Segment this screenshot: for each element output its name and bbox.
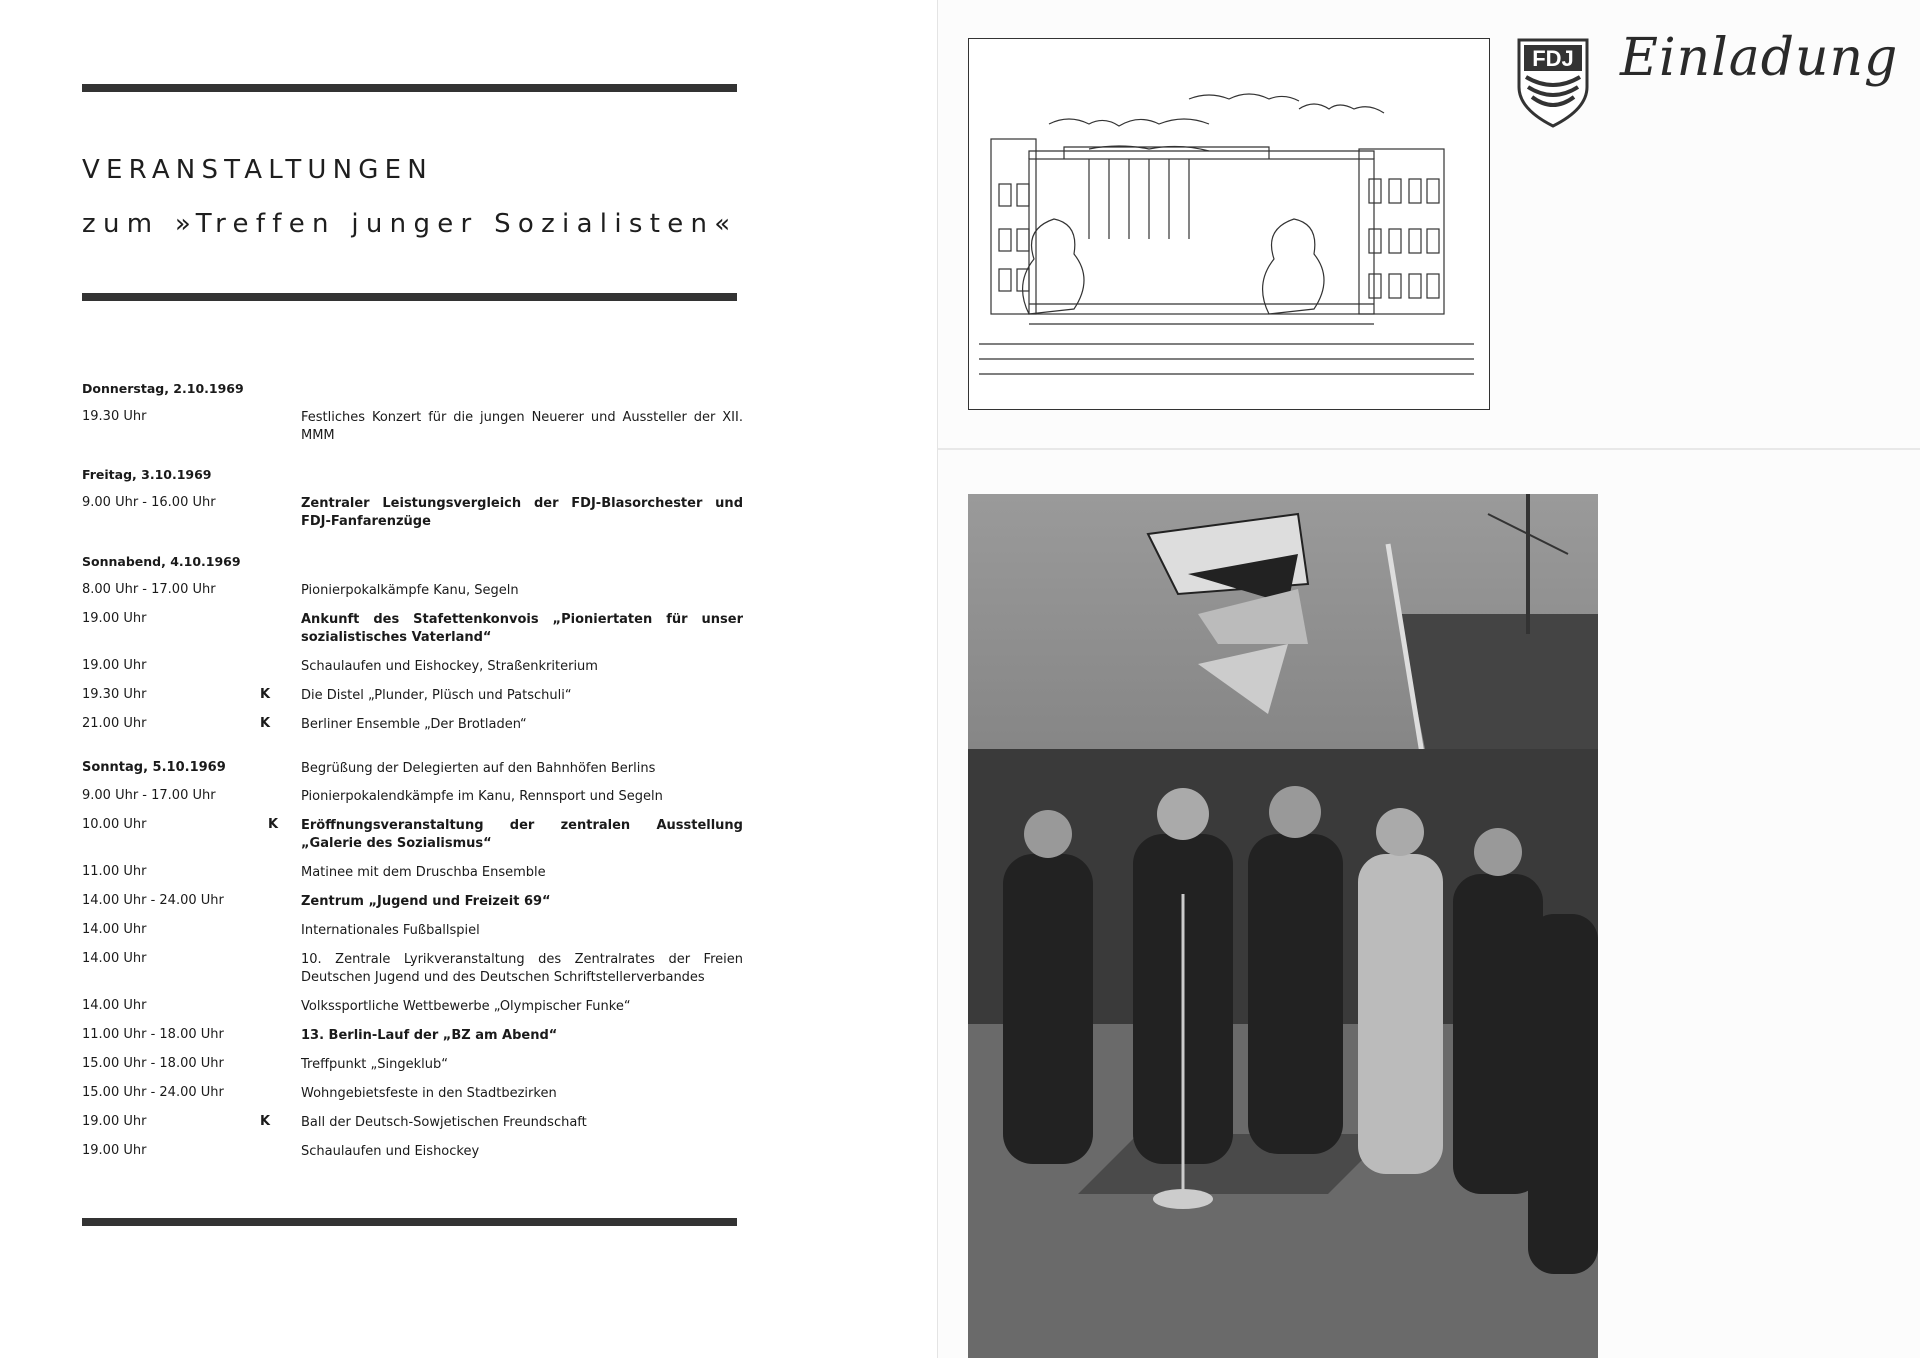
fdj-emblem-icon	[1516, 37, 1590, 129]
day-label-sonntag: Sonntag, 5.10.1969	[82, 760, 226, 775]
culture-marker: K	[260, 716, 271, 731]
page-title: VERANSTALTUNGEN	[82, 155, 433, 185]
event-description: Matinee mit dem Druschba Ensemble	[301, 865, 546, 880]
event-description: Ball der Deutsch-Sowjetischen Freundschaft	[301, 1115, 587, 1130]
bottom-rule	[82, 1218, 737, 1226]
event-description: Treffpunkt „Singeklub“	[301, 1057, 448, 1072]
event-description: Schaulaufen und Eishockey, Straßenkriterium	[301, 659, 598, 674]
event-description: Festliches Konzert für die jungen Neuerer und Aussteller der XII. MMM	[301, 410, 743, 443]
photo-scene	[968, 494, 1598, 1358]
ceremony-photo	[968, 494, 1598, 1358]
day-label-freitag: Freitag, 3.10.1969	[82, 467, 212, 482]
event-description: Pionierpokalendkämpfe im Kanu, Rennsport und Segeln	[301, 789, 663, 804]
invitation-title: Einladung	[1620, 28, 1899, 88]
card-fold-line	[938, 448, 1920, 450]
event-description: Die Distel „Plunder, Plüsch und Patschuli“	[301, 688, 572, 703]
day-label-sonnabend: Sonnabend, 4.10.1969	[82, 554, 241, 569]
event-time: 9.00 Uhr - 16.00 Uhr	[82, 495, 216, 510]
event-description: Volkssportliche Wettbewerbe „Olympischer Funke“	[301, 999, 631, 1014]
event-description: Schaulaufen und Eishockey	[301, 1144, 480, 1159]
event-time: 14.00 Uhr	[82, 951, 147, 966]
event-description: Eröffnungsveranstaltung der zentralen Ausstellung „Galerie des Sozialismus“	[301, 818, 743, 851]
culture-marker: K	[268, 817, 279, 832]
event-time: 11.00 Uhr - 18.00 Uhr	[82, 1027, 224, 1042]
event-description: Internationales Fußballspiel	[301, 923, 480, 938]
event-time: 19.00 Uhr	[82, 658, 147, 673]
culture-marker: K	[260, 687, 271, 702]
event-description: Begrüßung der Delegierten auf den Bahnhöfen Berlins	[301, 761, 656, 776]
culture-marker: K	[260, 1114, 271, 1129]
event-time: 19.00 Uhr	[82, 611, 147, 626]
event-description: 10. Zentrale Lyrikveranstaltung des Zentralrates der Freien Deutschen Jugend und des Deutschen Schriftstellerverbandes	[301, 952, 743, 985]
event-time: 14.00 Uhr	[82, 922, 147, 937]
event-description: 13. Berlin-Lauf der „BZ am Abend“	[301, 1028, 558, 1043]
event-description: Zentrum „Jugend und Freizeit 69“	[301, 894, 551, 909]
event-schedule	[0, 0, 930, 1358]
event-description: Pionierpokalkämpfe Kanu, Segeln	[301, 583, 519, 598]
left-page	[0, 0, 930, 1358]
event-description: Zentraler Leistungsvergleich der FDJ-Blasorchester und FDJ-Fanfarenzüge	[301, 496, 743, 529]
event-time: 9.00 Uhr - 17.00 Uhr	[82, 788, 216, 803]
event-time: 19.30 Uhr	[82, 687, 147, 702]
event-time: 19.00 Uhr	[82, 1114, 147, 1129]
event-time: 19.00 Uhr	[82, 1143, 147, 1158]
page-subtitle: zum »Treffen junger Sozialisten«	[82, 209, 738, 239]
event-time: 8.00 Uhr - 17.00 Uhr	[82, 582, 216, 597]
day-label-donnerstag: Donnerstag, 2.10.1969	[82, 381, 244, 396]
event-time: 21.00 Uhr	[82, 716, 147, 731]
event-time: 15.00 Uhr - 18.00 Uhr	[82, 1056, 224, 1071]
event-time: 10.00 Uhr	[82, 817, 147, 832]
emblem-text: FDJ	[1532, 46, 1574, 71]
event-description: Berliner Ensemble „Der Brotladen“	[301, 717, 527, 732]
event-time: 14.00 Uhr	[82, 998, 147, 1013]
building-illustration	[968, 38, 1490, 410]
building-sketch	[969, 39, 1488, 408]
event-description: Ankunft des Stafettenkonvois „Pioniertaten für unser sozialistisches Vaterland“	[301, 612, 743, 645]
event-time: 14.00 Uhr - 24.00 Uhr	[82, 893, 224, 908]
event-time: 15.00 Uhr - 24.00 Uhr	[82, 1085, 224, 1100]
event-time: 11.00 Uhr	[82, 864, 147, 879]
event-description: Wohngebietsfeste in den Stadtbezirken	[301, 1086, 557, 1101]
event-time: 19.30 Uhr	[82, 409, 147, 424]
